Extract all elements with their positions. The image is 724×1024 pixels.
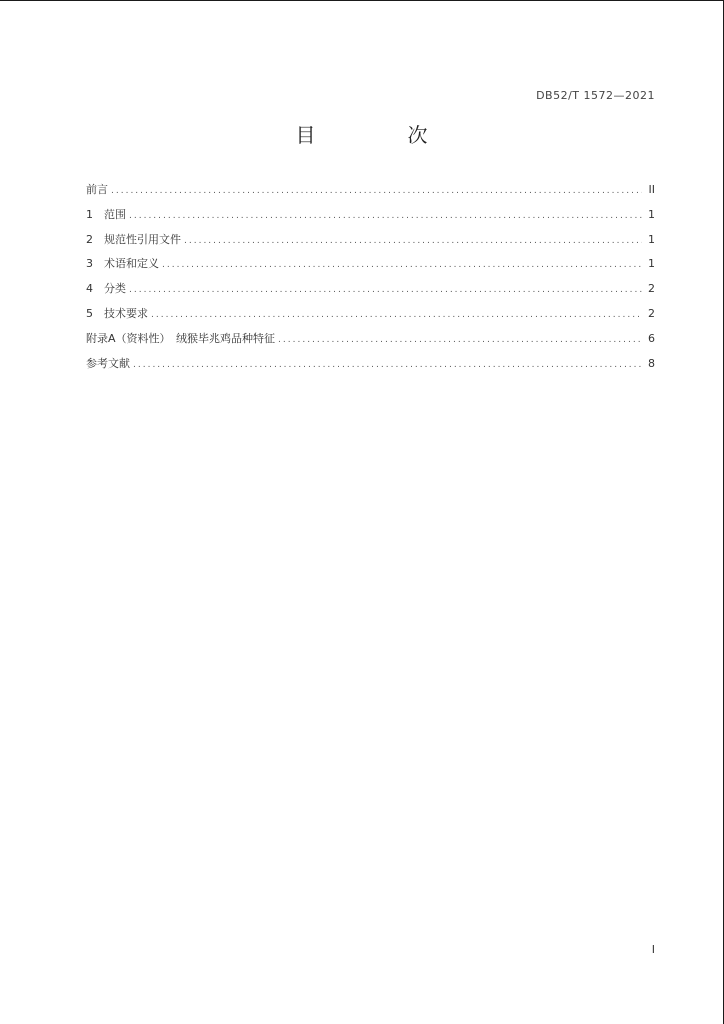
table-of-contents bbox=[86, 181, 655, 379]
toc-entry-label: 5 技术要求 bbox=[86, 306, 148, 320]
toc-entry-foreword[interactable] bbox=[86, 181, 655, 206]
toc-entry-page: 2 bbox=[648, 282, 655, 296]
page-number: I bbox=[651, 943, 655, 956]
toc-entry-appendix-a[interactable] bbox=[86, 330, 655, 355]
toc-entry-page: 8 bbox=[648, 356, 655, 370]
toc-entry-scope[interactable] bbox=[86, 206, 655, 231]
toc-entry-classification[interactable] bbox=[86, 280, 655, 305]
toc-entry-page: 2 bbox=[648, 306, 655, 320]
toc-leader-dots bbox=[111, 186, 642, 196]
standard-code: DB52/T 1572—2021 bbox=[536, 89, 655, 102]
toc-leader-dots bbox=[129, 285, 642, 295]
toc-entry-label: 1 范围 bbox=[86, 207, 126, 221]
toc-entry-terms-definitions[interactable] bbox=[86, 255, 655, 280]
toc-entry-page: 1 bbox=[648, 257, 655, 271]
toc-entry-page: 1 bbox=[648, 232, 655, 246]
toc-leader-dots bbox=[162, 260, 642, 270]
toc-entry-label: 附录A（资料性） 绒猴毕兆鸡品种特征 bbox=[86, 331, 276, 345]
toc-entry-references[interactable] bbox=[86, 355, 655, 380]
toc-leader-dots bbox=[278, 335, 642, 345]
toc-title: 目 次 bbox=[295, 123, 464, 147]
toc-leader-dots bbox=[133, 360, 642, 370]
toc-entry-page: 6 bbox=[648, 331, 655, 345]
toc-entry-page: II bbox=[648, 183, 655, 196]
toc-entry-normative-references[interactable] bbox=[86, 231, 655, 256]
toc-entry-page: 1 bbox=[648, 207, 655, 221]
toc-entry-technical-requirements[interactable] bbox=[86, 305, 655, 330]
toc-entry-label: 前言 bbox=[86, 183, 108, 196]
toc-leader-dots bbox=[151, 310, 642, 320]
toc-entry-label: 3 术语和定义 bbox=[86, 257, 159, 271]
toc-entry-label: 4 分类 bbox=[86, 282, 126, 296]
toc-entry-label: 参考文献 bbox=[86, 356, 130, 370]
toc-entry-label: 2 规范性引用文件 bbox=[86, 232, 181, 246]
toc-leader-dots bbox=[184, 236, 642, 246]
toc-leader-dots bbox=[129, 211, 642, 221]
